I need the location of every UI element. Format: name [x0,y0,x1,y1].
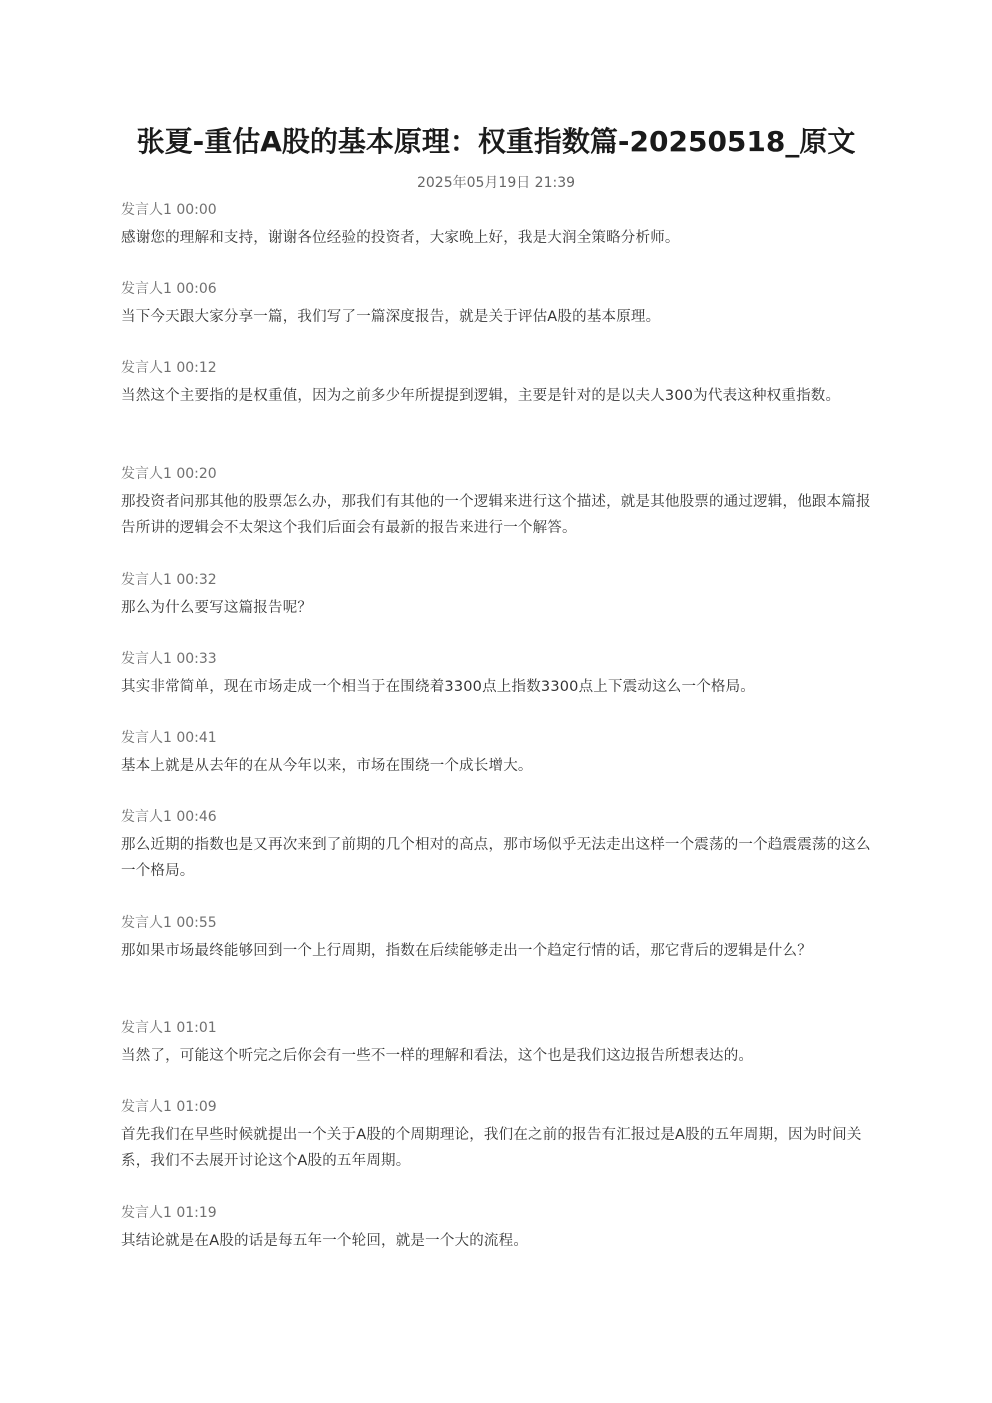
speech-text: 其实非常简单，现在市场走成一个相当于在围绕着3300点上指数3300点上下震动这么一个格局。 [121,679,755,695]
speaker-timestamp: 发言人1 01:01 [121,1020,217,1036]
speech-text: 那如果市场最终能够回到一个上行周期，指数在后续能够走出一个趋定行情的话，那它背后的逻辑是什么？ [121,943,812,959]
transcript-entry [121,199,873,251]
transcript-entry [121,648,873,700]
speech-text: 当然这个主要指的是权重值，因为之前多少年所提提到逻辑，主要是针对的是以夫人300为代表这种权重指数。 [121,388,841,404]
speaker-timestamp: 发言人1 00:00 [121,202,217,218]
transcript-entry [121,569,873,621]
speech-text: 基本上就是从去年的在从今年以来，市场在围绕一个成长增大。 [121,758,533,774]
speaker-timestamp: 发言人1 01:09 [121,1099,217,1115]
speech-text: 那么为什么要写这篇报告呢？ [121,600,313,616]
speech-text: 那投资者问那其他的股票怎么办，那我们有其他的一个逻辑来进行这个描述，就是其他股票的通过逻辑，他跟本篇报告所讲的逻辑会不太架这个我们后面会有最新的报告来进行一个解答。 [121,494,871,536]
speaker-timestamp: 发言人1 00:33 [121,651,217,667]
speaker-timestamp: 发言人1 00:41 [121,730,217,746]
speaker-timestamp: 发言人1 00:55 [121,915,217,931]
speaker-timestamp: 发言人1 01:19 [121,1205,217,1221]
transcript-entry [121,1017,873,1069]
document-title: 张夏-重估A股的基本原理：权重指数篇-20250518_原文 [136,125,856,158]
transcript-entry [121,1202,873,1254]
transcript-entry [121,463,873,541]
transcript-entry [121,1096,873,1174]
speech-text: 首先我们在早些时候就提出一个关于A股的个周期理论，我们在之前的报告有汇报过是A股的五年周期，因为时间关系，我们不去展开讨论这个A股的五年周期。 [121,1127,862,1169]
speech-text: 那么近期的指数也是又再次来到了前期的几个相对的高点，那市场似乎无法走出这样一个震荡的一个趋震震荡的这么一个格局。 [121,837,871,879]
transcript-entry [121,912,873,964]
transcript-entry [121,727,873,779]
speaker-timestamp: 发言人1 00:32 [121,572,217,588]
speaker-timestamp: 发言人1 00:06 [121,281,217,297]
speech-text: 当下今天跟大家分享一篇，我们写了一篇深度报告，就是关于评估A股的基本原理。 [121,309,661,325]
speaker-timestamp: 发言人1 00:12 [121,360,217,376]
speaker-timestamp: 发言人1 00:20 [121,466,217,482]
speech-text: 感谢您的理解和支持，谢谢各位经验的投资者，大家晚上好，我是大润全策略分析师。 [121,230,680,246]
speaker-timestamp: 发言人1 00:46 [121,809,217,825]
transcript-entry [121,278,873,330]
document-datetime: 2025年05月19日 21:39 [416,175,576,191]
speech-text: 当然了，可能这个听完之后你会有一些不一样的理解和看法，这个也是我们这边报告所想表达的。 [121,1048,754,1064]
transcript-entry [121,806,873,884]
transcript-entry [121,357,873,409]
speech-text: 其结论就是在A股的话是每五年一个轮回，就是一个大的流程。 [121,1233,529,1249]
